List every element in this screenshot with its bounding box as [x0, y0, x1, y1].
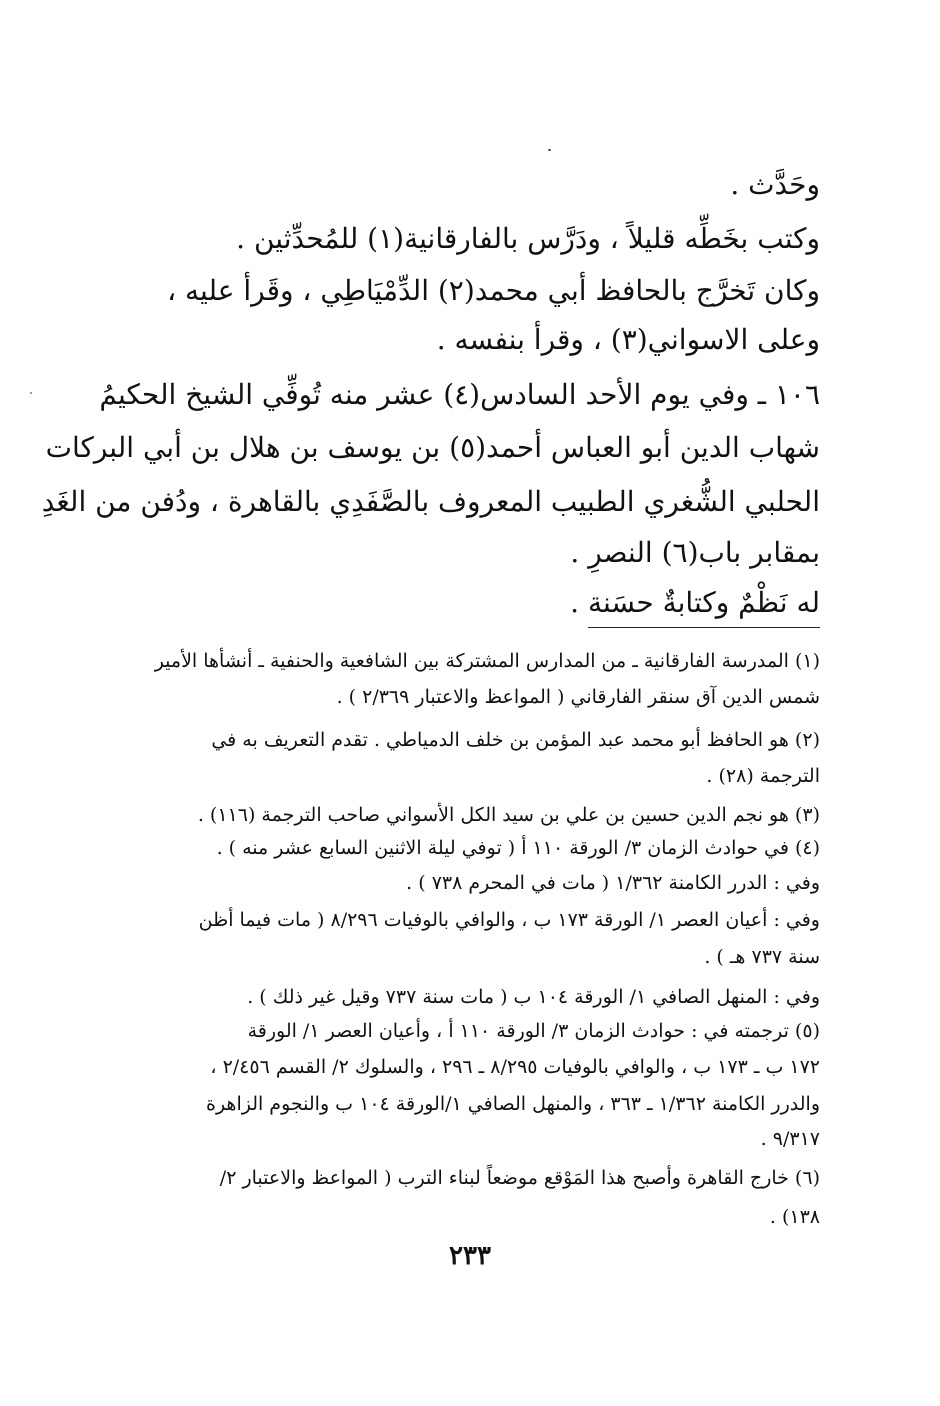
footnote-line: ٩/٣١٧ .: [760, 1128, 820, 1150]
main-line: شهاب الدين أبو العباس أحمد(٥) بن يوسف بن هلال بن أبي البركات: [45, 431, 820, 464]
footnote-line: وفي : الدرر الكامنة ١/٣٦٢ ( مات في المحرم ٧٣٨ ) .: [406, 872, 820, 894]
main-line: وكان تَخرَّج بالحافظ أبي محمد(٢) الدِّمْيَاطِي ، وقَرأ عليه ،: [167, 274, 820, 307]
print-speck: [548, 149, 551, 151]
footnote-line: سنة ٧٣٧ هـ ) .: [704, 946, 820, 968]
main-line: بمقابر باب(٦) النصرِ .: [570, 536, 820, 569]
footnote-line: (٦) خارج القاهرة وأصبح هذا المَوْقع موضعاً لبناء الترب ( المواعظ والاعتبار ٢/: [219, 1167, 820, 1189]
main-line: ١٠٦ ـ وفي يوم الأحد السادس(٤) عشر منه تُوفِّي الشيخ الحكيمُ: [99, 378, 820, 411]
footnote-line: الترجمة (٢٨) .: [706, 765, 820, 787]
print-speck: [30, 392, 32, 394]
footnote-line: (٢) هو الحافظ أبو محمد عبد المؤمن بن خلف الدمياطي . تقدم التعريف به في: [211, 729, 820, 751]
footnote-line: (١) المدرسة الفارقانية ـ من المدارس المشتركة بين الشافعية والحنفية ـ أنشأها الأمير: [154, 650, 820, 672]
footnote-line: (٥) ترجمته في : حوادث الزمان ٣/ الورقة ١١٠ أ ، وأعيان العصر ١/ الورقة: [247, 1020, 820, 1042]
page-number: ٢٣٣: [449, 1241, 491, 1271]
footnote-separator: [588, 627, 820, 628]
footnote-line: ١٧٢ ب ـ ١٧٣ ب ، والوافي بالوفيات ٨/٢٩٥ ـ ٢٩٦ ، والسلوك ٢/ القسم ٢/٤٥٦ ،: [210, 1056, 820, 1078]
footnote-line: شمس الدين آق سنقر الفارقاني ( المواعظ والاعتبار ٢/٣٦٩ ) .: [336, 686, 820, 708]
main-line: وحَدَّث .: [730, 168, 820, 201]
footnote-line: وفي : المنهل الصافي ١/ الورقة ١٠٤ ب ( مات سنة ٧٣٧ وقيل غير ذلك ) .: [247, 986, 820, 1008]
main-line: وكتب بخَطِّه قليلاً ، ودَرَّس بالفارقانية(١) للمُحدِّثين .: [236, 222, 820, 255]
footnote-line: (٤) في حوادث الزمان ٣/ الورقة ١١٠ أ ( توفي ليلة الاثنين السابع عشر منه ) .: [216, 837, 820, 859]
main-line: له نَظْمٌ وكتابةٌ حسَنة .: [570, 586, 820, 619]
main-line: وعلى الاسواني(٣) ، وقرأ بنفسه .: [436, 323, 820, 356]
footnote-line: ١٣٨) .: [769, 1206, 820, 1228]
footnote-line: (٣) هو نجم الدين حسين بن علي بن سيد الكل الأسواني صاحب الترجمة (١١٦) .: [197, 804, 820, 826]
main-line: الحلبي الشُّغري الطبيب المعروف بالصَّفَدِي بالقاهرة ، ودُفن من الغَدِ: [41, 485, 820, 518]
footnote-line: والدرر الكامنة ١/٣٦٢ ـ ٣٦٣ ، والمنهل الصافي ١/الورقة ١٠٤ ب والنجوم الزاهرة: [205, 1093, 820, 1115]
footnote-line: وفي : أعيان العصر ١/ الورقة ١٧٣ ب ، والوافي بالوفيات ٨/٢٩٦ ( مات فيما أظن: [198, 909, 820, 931]
